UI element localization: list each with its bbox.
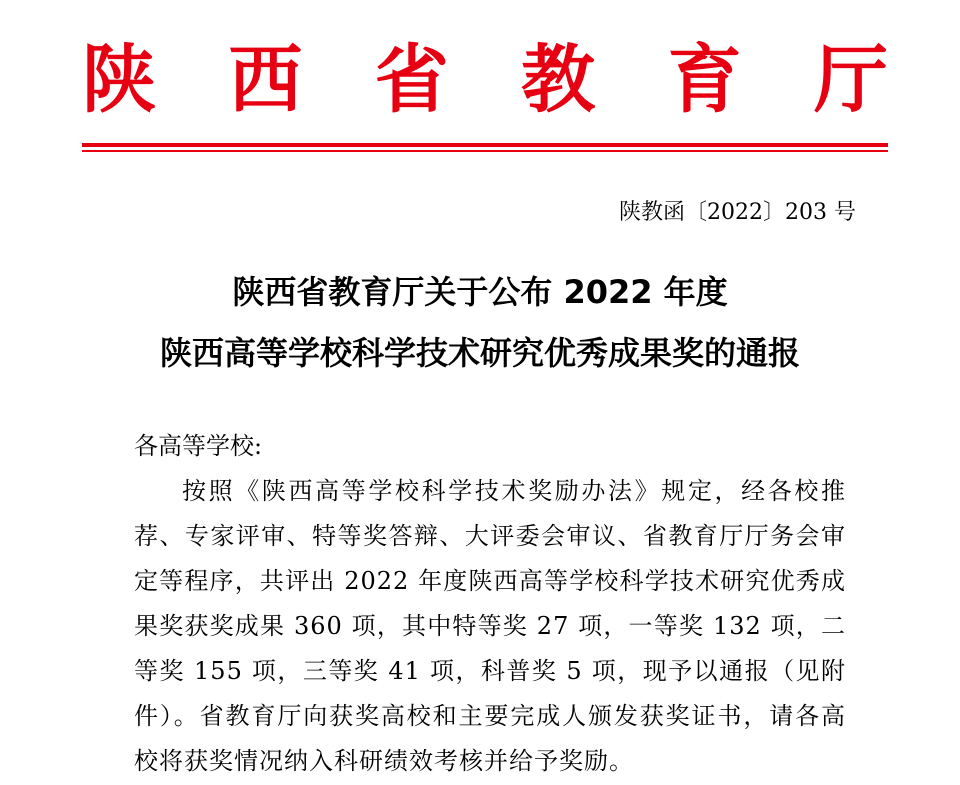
masthead-char: 育: [667, 37, 742, 123]
document-body: [134, 424, 846, 784]
masthead-char: 省: [374, 37, 449, 123]
masthead-char: 西: [228, 37, 303, 123]
body-paragraph: 按照《陕西高等学校科学技术奖励办法》规定，经各校推荐、专家评审、特等奖答辩、大评委会审议、省教育厅厅务会审定等程序，共评出 2022 年度陕西高等学校科学技术研究优秀成果奖获奖成果 360 项，其中特等奖 27 项，一等奖 132 项，二等奖 155 项，三等奖 41 项，科普奖 5 项，现予以通报（见附件）。省教育厅向获奖高校和主要完成人颁发获奖证书，请各高校将获奖情况纳入科研绩效考核并给予奖励。: [134, 477, 846, 775]
document-number: 陕教函〔2022〕203 号: [619, 200, 856, 225]
document-title-line-1: 陕西省教育厅关于公布 2022 年度: [232, 273, 728, 311]
masthead-char: 陕: [82, 37, 156, 123]
masthead-issuer: [82, 30, 888, 130]
masthead-char: 厅: [813, 37, 888, 123]
masthead-divider-thin: [82, 150, 888, 152]
masthead-divider-thick: [82, 143, 888, 147]
salutation: 各高等学校:: [134, 432, 263, 460]
masthead-char: 教: [521, 37, 596, 123]
document-title-line-2: 陕西高等学校科学技术研究优秀成果奖的通报: [159, 334, 800, 372]
